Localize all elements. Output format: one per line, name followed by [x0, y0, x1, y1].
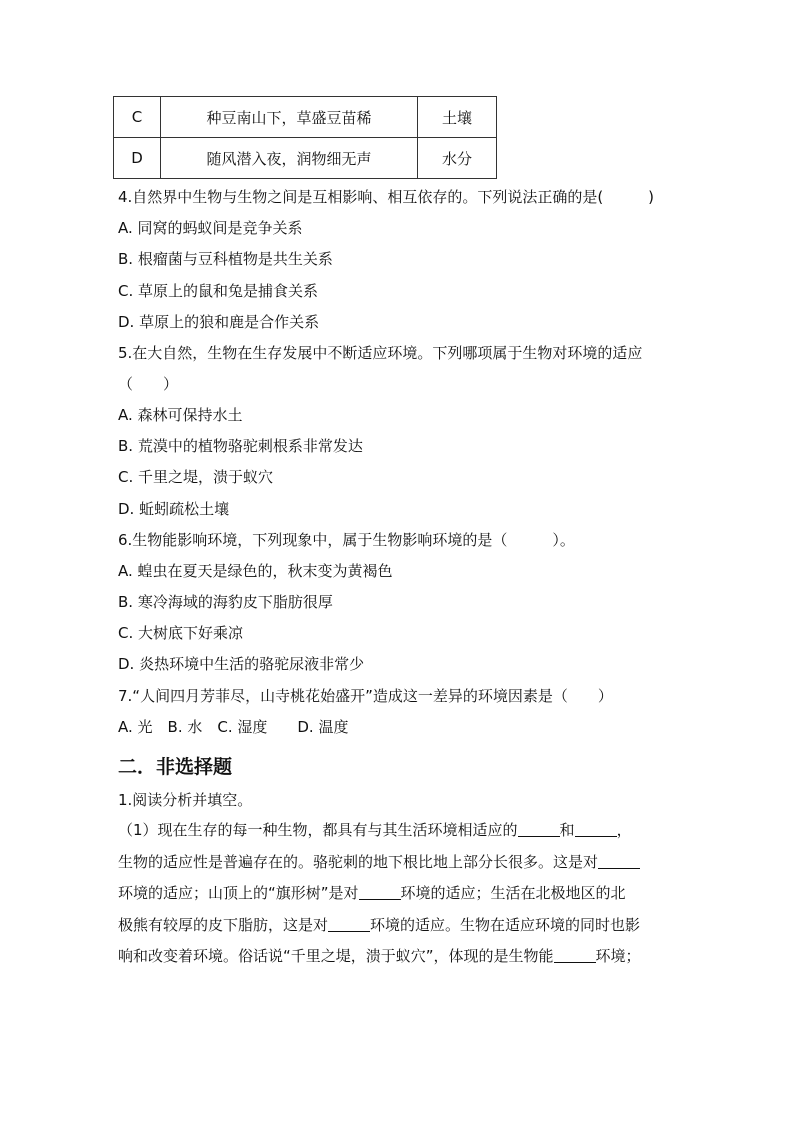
table-row — [114, 138, 497, 179]
row-factor: 土壤 — [418, 97, 497, 138]
para-text: 环境的适应；山顶上的“旗形树”是对 — [118, 884, 359, 902]
question-6-option-a: A. 蝗虫在夏天是绿色的，秋末变为黄褐色 — [118, 562, 393, 580]
question-6-stem: 6.生物能影响环境，下列现象中，属于生物影响环境的是（ ）。 — [118, 531, 575, 549]
para-text: 响和改变着环境。俗话说“千里之堤，溃于蚁穴”，体现的是生物能 — [118, 947, 554, 965]
question-4-option-a: A. 同窝的蚂蚁间是竞争关系 — [118, 219, 303, 237]
row-letter: C — [114, 97, 161, 138]
question-5-option-a: A. 森林可保持水土 — [118, 406, 243, 424]
para-line — [118, 941, 678, 973]
question-4-stem: 4.自然界中生物与生物之间是互相影响、相互依存的。下列说法正确的是( ) — [118, 188, 655, 206]
row-poem: 随风潜入夜，润物细无声 — [161, 138, 418, 179]
row-letter: D — [114, 138, 161, 179]
question-5-option-b: B. 荒漠中的植物骆驼刺根系非常发达 — [118, 437, 363, 455]
para-line — [118, 910, 678, 942]
para-text: 环境的适应；生活在北极地区的北 — [400, 884, 626, 902]
para-text: 环境； — [595, 947, 641, 965]
row-factor: 水分 — [418, 138, 497, 179]
para-line — [118, 815, 678, 847]
question-5-stem: 5.在大自然，生物在生存发展中不断适应环境。下列哪项属于生物对环境的适应 — [118, 344, 643, 362]
question-7-stem: 7.“人间四月芳菲尽，山寺桃花始盛开”造成这一差异的环境因素是（ ） — [118, 687, 613, 705]
table-row — [114, 97, 497, 138]
answer-blank[interactable] — [575, 822, 617, 837]
para-text: 极熊有较厚的皮下脂肪，这是对 — [118, 915, 329, 934]
question-5-option-c: C. 千里之堤，溃于蚁穴 — [118, 468, 274, 486]
para-text: 环境的适应。生物在适应环境的同时也影 — [370, 915, 641, 934]
para-line — [118, 878, 678, 910]
question-5-option-d: D. 蚯蚓疏松土壤 — [118, 500, 230, 518]
para-text: 生物的适应性是普遍存在的。骆驼刺的地下根比地上部分长很多。这是对 — [118, 852, 599, 871]
question-6-option-c: C. 大树底下好乘凉 — [118, 624, 244, 642]
question-4-option-b: B. 根瘤菌与豆科植物是共生关系 — [118, 250, 333, 268]
section2-paragraph — [118, 815, 678, 973]
para-text: 和 — [559, 821, 575, 839]
question-6-option-b: B. 寒冷海域的海豹皮下脂肪很厚 — [118, 593, 333, 611]
question-4-option-c: C. 草原上的鼠和兔是捕食关系 — [118, 282, 319, 300]
para-line — [118, 847, 678, 879]
row-poem: 种豆南山下，草盛豆苗稀 — [161, 97, 418, 138]
question-5-stem-paren: （ ） — [118, 375, 179, 393]
answer-blank[interactable] — [598, 854, 640, 869]
question-4-option-d: D. 草原上的狼和鹿是合作关系 — [118, 313, 320, 331]
section2-question-1-title: 1.阅读分析并填空。 — [118, 791, 253, 809]
options-table — [113, 96, 497, 179]
para-text: （1）现在生存的每一种生物，都具有与其生活环境相适应的 — [118, 821, 518, 839]
question-6-option-d: D. 炎热环境中生活的骆驼尿液非常少 — [118, 655, 365, 673]
question-7-options: A. 光 B. 水 C. 湿度 D. 温度 — [118, 718, 349, 736]
answer-blank[interactable] — [554, 948, 596, 963]
section-title: 二．非选择题 — [118, 756, 233, 778]
para-text: ， — [616, 821, 632, 839]
answer-blank[interactable] — [328, 917, 370, 932]
answer-blank[interactable] — [518, 822, 560, 837]
answer-blank[interactable] — [359, 885, 401, 900]
